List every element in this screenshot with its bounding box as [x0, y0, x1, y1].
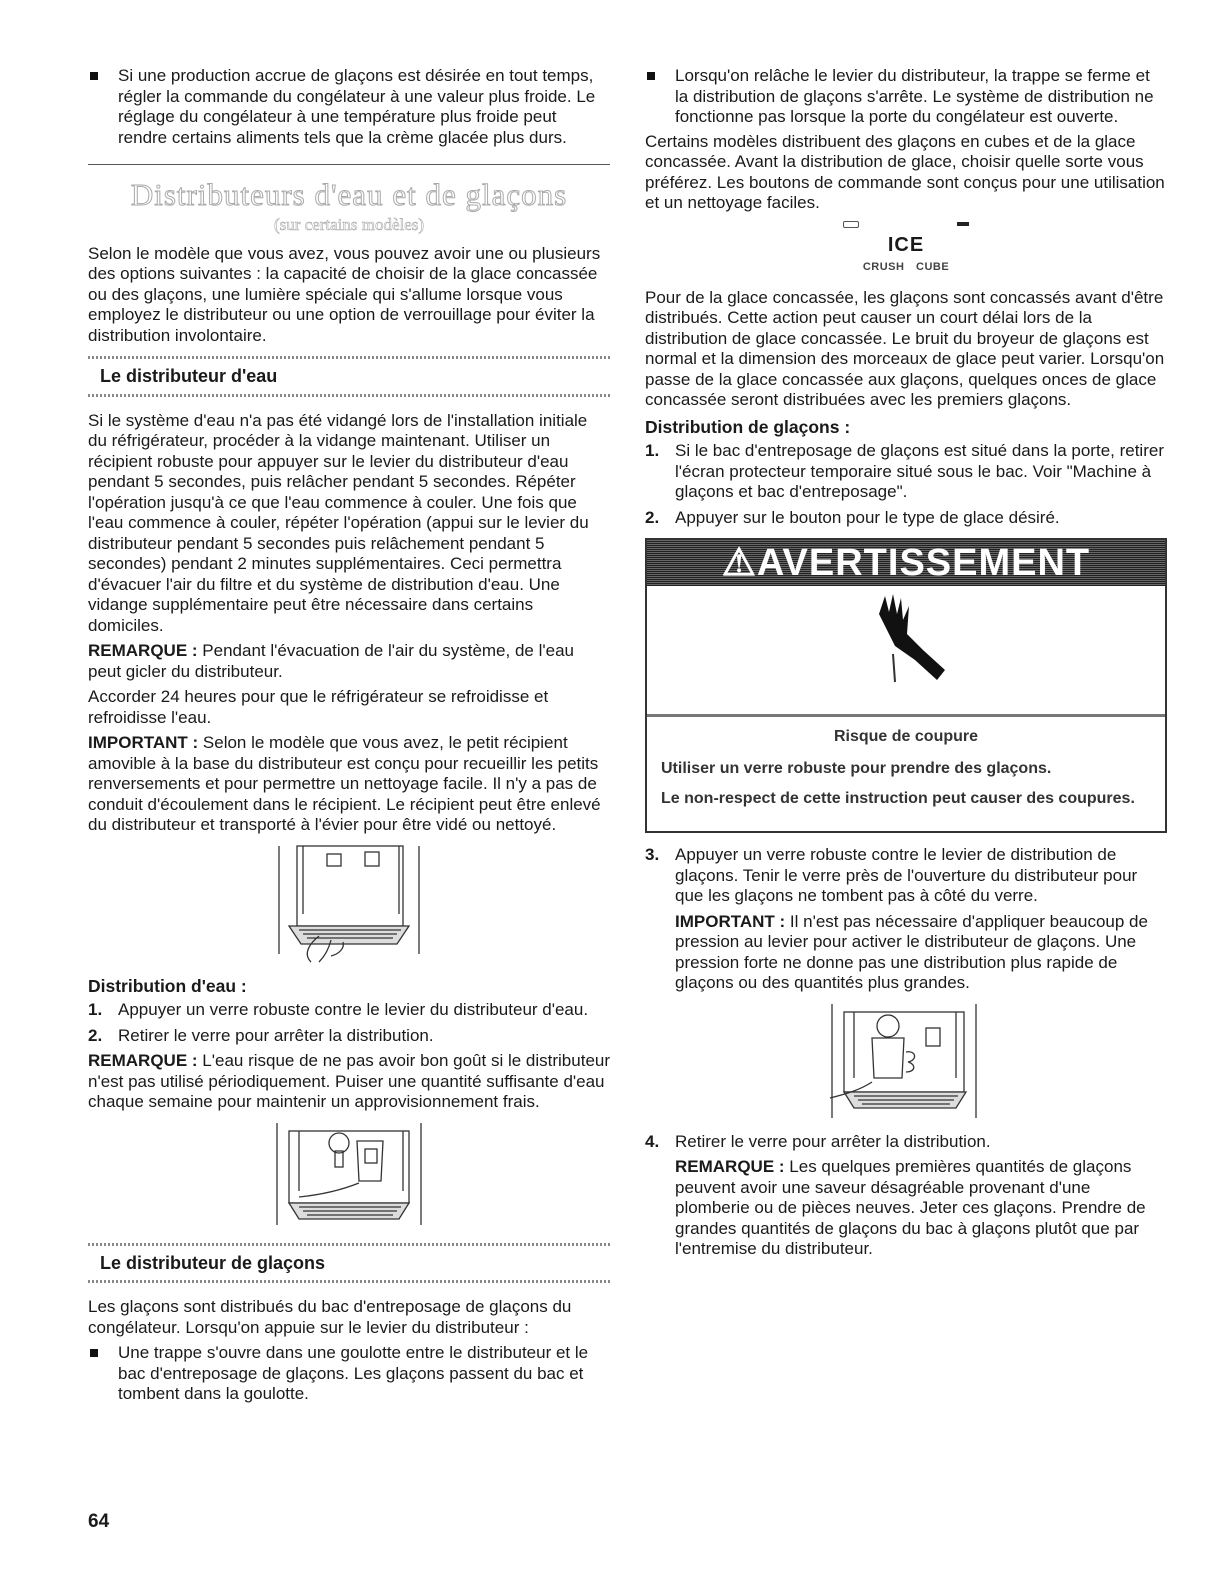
- water-paragraph: Si le système d'eau n'a pas été vidangé lors de l'installation initiale du réfrigérateur, procéder à la vidange maintenant. Utiliser un récipient robuste pour appuyer sur le levier du distributeur d'eau pendant 5 secondes, puis relâcher pendant 5 secondes. Répéter l'opération jusqu'à ce que l'eau commence à couler. Une fois que l'eau commence à couler, répéter l'opération (appui sur le levier du distributeur pendant 5 secondes puis relâchement pendant 5 secondes) pendant 2 minutes supplémentaires. Ceci permettra d'évacuer l'air du filtre et du système de distribution d'eau. Une vidange supplémentaire peut être nécessaire dans certains domiciles.: [88, 410, 589, 635]
- divider: [88, 1280, 610, 1283]
- section-subtitle: (sur certains modèles): [273, 215, 425, 234]
- cube-crush-paragraph: Certains modèles distribuent des glaçons en cubes et de la glace concassée. Avant la distribution de glace, choisir quelle sorte vous préférez. Les boutons de commande sont conçus pour une utilisation et un nettoyage faciles.: [645, 131, 1165, 212]
- warning-line: Le non-respect de cette instruction peut causer des coupures.: [661, 790, 1135, 807]
- water-dispenser-heading: Le distributeur d'eau: [100, 366, 278, 386]
- water-tray-illustration: [259, 844, 439, 966]
- left-column: [88, 66, 610, 1409]
- ice-dispenser-heading: Le distributeur de glaçons: [100, 1252, 326, 1273]
- warning-risk: Risque de coupure: [833, 728, 979, 745]
- important-paragraph: IMPORTANT : Il n'est pas nécessaire d'appliquer beaucoup de pression au levier pour activer le distributeur de glaçons. Une pression forte ne donne pas une distribution plus rapide de glaçons ou des quantités plus grandes.: [675, 911, 1148, 992]
- cube-button[interactable]: CUBE: [916, 261, 950, 273]
- indicator-light-icon: [957, 222, 969, 226]
- list-item: 2. Retirer le verre pour arrêter la distribution.: [88, 1025, 434, 1045]
- page-number: 64: [88, 1511, 110, 1532]
- important-paragraph: IMPORTANT : Selon le modèle que vous avez, le petit récipient amovible à la base du distributeur est conçu pour recueillir les petits renversements et pour permettre un nettoyage facile. Il n'y a pas de conduit d'écoulement dans le récipient. Le récipient peut être enlevé du distributeur et transporté à l'évier pour être vidé ou nettoyé.: [88, 733, 601, 834]
- divider: [88, 164, 610, 165]
- crush-button[interactable]: CRUSH: [862, 261, 905, 273]
- divider: [88, 394, 610, 397]
- warning-line: Utiliser un verre robuste pour prendre des glaçons.: [661, 760, 1052, 777]
- list-item: Une trappe s'ouvre dans une goulotte entre le distributeur et le bac d'entreposage de glaçons. Les glaçons passent du bac et tombent dans la goulotte.: [88, 1343, 610, 1405]
- list-item: Lorsqu'on relâche le levier du distributeur, la trappe se ferme et la distribution de glaçons s'arrête. Le système de distribution ne fonctionne pas lorsque la porte du congélateur est ouverte.: [645, 66, 1167, 128]
- list-item: Si une production accrue de glaçons est désirée en tout temps, régler la commande du congélateur à une valeur plus froide. Le réglage du congélateur à une température plus froide peut rendre certains aliments tels que la crème glacée plus durs.: [88, 66, 610, 148]
- note-paragraph: REMARQUE : Pendant l'évacuation de l'air du système, de l'eau peut gicler du distributeur.: [88, 641, 574, 681]
- list-item: 4. Retirer le verre pour arrêter la distribution.: [645, 1131, 991, 1151]
- warning-header: ⚠AVERTISSEMENT: [647, 540, 1165, 586]
- intro-paragraph: Selon le modèle que vous avez, vous pouvez avoir une ou plusieurs des options suivantes : la capacité de choisir de la glace concassée ou des glaçons, une lumière spéciale qui s'allume lorsque vous employez le distributeur ou une option de verrouillage pour éviter la distribution involontaire.: [88, 243, 601, 345]
- warning-triangle-icon: ⚠: [721, 542, 757, 584]
- list-item: 1. Si le bac d'entreposage de glaçons est situé dans la porte, retirer l'écran protecteur temporaire situé sous le bac. Voir "Machine à glaçons et bac d'entreposage".: [645, 441, 1164, 501]
- ice-control-panel: [645, 219, 1167, 278]
- list-item: 3. Appuyer un verre robuste contre le levier de distribution de glaçons. Tenir le verre près de l'ouverture du distributeur pour que les glaçons ne tombent pas à côté du verre.: [645, 845, 1138, 905]
- section-title: Distributeurs d'eau et de glaçons: [130, 177, 568, 212]
- wait-paragraph: Accorder 24 heures pour que le réfrigérateur se refroidisse et refroidisse l'eau.: [88, 687, 549, 727]
- bullet-icon: [647, 72, 655, 80]
- crushed-ice-paragraph: Pour de la glace concassée, les glaçons sont concassés avant d'être distribués. Cette action peut causer un court délai lors de la distribution de glace concassée. Le bruit du broyeur de glaçons est normal et la dimension des morceaux de glace peut varier. Lorsqu'on passe de la glace concassée aux glaçons, quelques onces de glace concassée seront distribuées avec les premiers glaçons.: [645, 287, 1165, 409]
- list-item: 2. Appuyer sur le bouton pour le type de glace désiré.: [645, 507, 1060, 527]
- ice-dispensing-heading: Distribution de glaçons :: [645, 416, 851, 437]
- indicator-light-icon: [843, 221, 859, 228]
- ice-glass-illustration: [816, 1002, 996, 1122]
- note-paragraph: REMARQUE : L'eau risque de ne pas avoir bon goût si le distributeur n'est pas utilisé périodiquement. Puiser une quantité suffisante d'eau chaque semaine pour maintenir un approvisionnement frais.: [88, 1051, 611, 1111]
- right-column: [645, 66, 1167, 1264]
- cut-hazard-icon: [865, 594, 955, 704]
- list-item: 1. Appuyer un verre robuste contre le levier du distributeur d'eau.: [88, 1000, 589, 1019]
- ice-paragraph: Les glaçons sont distribués du bac d'entreposage de glaçons du congélateur. Lorsqu'on appuie sur le levier du distributeur :: [88, 1297, 572, 1337]
- water-glass-illustration: [259, 1121, 439, 1233]
- warning-box: [645, 538, 1167, 833]
- ice-label: ICE: [887, 233, 925, 256]
- bullet-icon: [90, 72, 98, 80]
- bullet-icon: [90, 1349, 98, 1357]
- note-paragraph: REMARQUE : Les quelques premières quantités de glaçons peuvent avoir une saveur désagréable provenant d'une plomberie ou de pièces neuves. Jeter ces glaçons. Prendre de grandes quantités de glaçons du bac à glaçons plutôt que par l'entremise du distributeur.: [675, 1157, 1146, 1258]
- water-dispensing-heading: Distribution d'eau :: [88, 975, 247, 996]
